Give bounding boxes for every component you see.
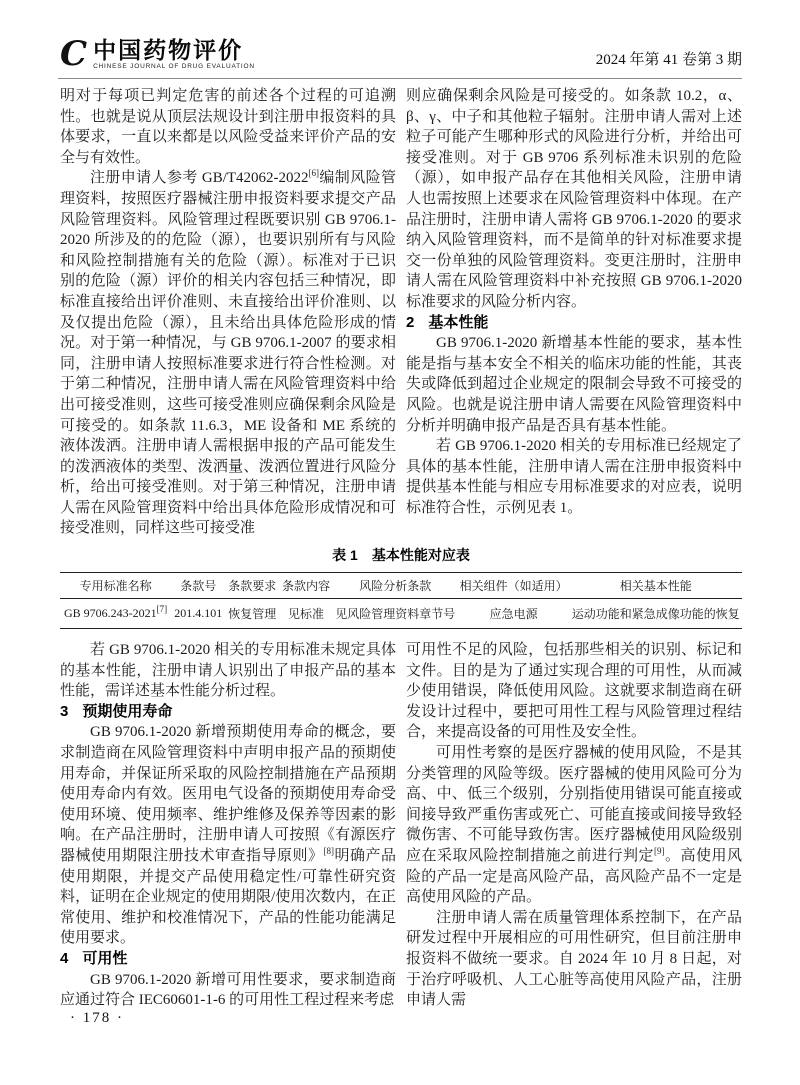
cell-related-component: 应急电源 [489,607,538,621]
essential-performance-table [60,572,742,629]
col-header-related-component: 相关组件（如适用） [458,573,570,599]
header-divider [58,78,742,79]
paragraph: 若 GB 9706.1-2020 相关的专用标准已经规定了具体的基本性能，注册申请人需在注册申报资料中提供基本性能与相应专用标准要求的对应表，说明标准符合性，示例见表 1。 [406,438,742,516]
col-header-clause-content: 条款内容 [279,573,333,599]
table-title [60,545,742,565]
paragraph: 可用性不足的风险，包括那些相关的识别、标记和文件。目的是为了通过实现合理的可用性，从而减少使用错误，降低使用风险。这就要求制造商在研发设计过程中，要把可用性工程与风险管理过程结合，来提高设备的可用性及安全性。 [406,642,742,741]
section-number: 3 [60,702,69,720]
table-title-label: 表 1 [332,547,358,563]
citation-ref: [6] [308,168,320,179]
col-header-clause-requirement: 条款要求 [225,573,279,599]
citation-ref: [9] [653,845,665,856]
journal-logo-text [93,38,255,70]
paragraph: 注册申请人参考 GB/T42062-2022[6]编制风险管理资料，按照医疗器械注册申报资料要求提交产品风险管理资料。风险管理过程既要识别 GB 9706.1-2020 所涉及的的危险（源），也要识别所有与风险和风险控制措施有关的危险（源）。标准对于已识别的危险（源）评价的相关内容包括三种情况，即标准直接给出评价准则、未直接给出评价准则、以及仅提出危险（源），且未给出具体危险形成的情况。对于第一种情况，与 GB 9706.1-2007 的要求相同，注册申请人按照标准要求进行符合性检测。对于第二种情况，注册申请人需在风险管理资料中给出可接受准则，这些可接受准则应确保剩余风险是可接受的。如条款 11.6.3，ME 设备和 ME 系统的液体泼洒。注册申请人需根据申报的产品可能发生的泼洒液体的类型、泼洒量、泼洒位置进行风险分析，给出可接受准则。对于第三种情况，注册申请人需在风险管理资料中给出具体危险形成情况和可接受准则，同样这些可接受准 [60,168,396,537]
column-top-right [406,86,742,538]
column-top-left [60,86,396,538]
section-title: 预期使用寿命 [82,702,173,720]
cell-standard-name: GB 9706.243-2021[7] [63,604,168,620]
cell-clause-content: 见标准 [288,607,325,621]
section-heading [60,702,396,723]
cell-risk-analysis-clause: 见风险管理资料章节号 [335,607,456,621]
cell-clause-requirement: 恢复管理 [228,607,277,621]
col-header-clause-no: 条款号 [171,573,225,599]
paragraph: 明对于每项已判定危害的前述各个过程的可追溯性。也就是说从顶层法规设计到注册申报资料的具体要求，一直以来都是以风险受益来评价产品的安全与有效性。 [60,88,396,166]
paragraph: GB 9706.1-2020 新增可用性要求，要求制造商应通过符合 IEC60601-1-6 的可用性工程过程来考虑 [60,971,396,1009]
section-number: 4 [60,949,69,967]
cell-related-essential-performance: 运动功能和紧急成像功能的恢复 [571,607,740,621]
cell-clause-no: 201.4.101 [174,606,223,620]
section-title: 可用性 [82,949,128,967]
table-row [60,599,742,629]
citation-ref: [8] [323,845,334,856]
journal-name-cn: 中国药物评价 [93,37,244,63]
column-bottom-left [60,640,396,1009]
column-bottom-right [406,640,742,1012]
citation-ref: [7] [156,604,168,614]
paragraph: 可用性考察的是医疗器械的使用风险，不是其分类管理的风险等级。医疗器械的使用风险可分为高、中、低三个级别，分别指使用错误可能直接或间接导致严重伤害或死亡、可能直接或间接导致轻微伤害、不可能导致伤害。医疗器械使用风险级别应在采取风险控制措施之前进行判定[9]。高使用风险的产品一定是高风险产品，高风险产品不一定是高使用风险的产品。 [406,744,742,906]
issue-info: 2024 年第 41 卷第 3 期 [595,52,742,68]
section-heading [60,949,396,970]
journal-name-en: CHINESE JOURNAL OF DRUG EVALUATION [93,63,255,70]
section-number: 2 [406,313,415,331]
page-number: · 178 · [70,1010,124,1026]
col-header-related-essential-performance: 相关基本性能 [570,573,742,599]
col-header-risk-analysis-clause: 风险分析条款 [333,573,458,599]
section-heading [406,313,742,334]
col-header-standard-name: 专用标准名称 [60,573,171,599]
table-header-row [60,573,742,599]
table-title-text: 基本性能对应表 [371,547,470,563]
paragraph: GB 9706.1-2020 新增基本性能的要求，基本性能是指与基本安全不相关的临床功能的性能，其丧失或降低到超过企业规定的限制会导致不可接受的风险。也就是说注册申请人需要在风险管理资料中分析并明确申报产品是否具有基本性能。 [406,335,742,434]
section-title: 基本性能 [428,313,489,331]
journal-logo-icon: C [60,34,88,74]
paragraph: 若 GB 9706.1-2020 相关的专用标准未规定具体的基本性能，注册申请人识别出了申报产品的基本性能，需详述基本性能分析过程。 [60,642,396,700]
paragraph: 则应确保剩余风险是可接受的。如条款 10.2，α、β、γ、中子和其他粒子辐射。注册申请人需对上述粒子可能产生哪种形式的风险进行分析，并给出可接受准则。对于 GB 9706 系列标准未识别的危险（源），如申报产品存在其他相关风险，注册申请人也需按照上述要求在风险管理资料中体现。在产品注册时，注册申请人需将 GB 9706.1-2020 的要求纳入风险管理资料，而不是简单的针对标准要求提交一份单独的风险管理资料。变更注册时，注册申请人需在风险管理资料中补充按照 GB 9706.1-2020 标准要求的风险分析内容。 [406,88,742,310]
paragraph: 注册申请人需在质量管理体系控制下，在产品研发过程中开展相应的可用性研究，但目前注册申报资料不做统一要求。自 2024 年 10 月 8 日起，对于治疗呼吸机、人工心脏等高使用风险产品，注册申请人需 [406,909,742,1009]
paragraph: GB 9706.1-2020 新增预期使用寿命的概念，要求制造商在风险管理资料中声明申报产品的预期使用寿命，并保证所采取的风险控制措施在产品预期使用寿命内有效。医用电气设备的预期使用寿命受使用环境、使用频率、维护维修及保养等因素的影响。在产品注册时，注册申请人可按照《有源医疗器械使用期限注册技术审查指导原则》[8]明确产品使用期限，并提交产品使用稳定性/可靠性研究资料，证明在企业规定的使用期限/使用次数内，在正常使用、维护和校准情况下，产品的性能功能满足使用要求。 [60,724,396,947]
journal-masthead [60,34,255,74]
table-1 [60,545,742,629]
